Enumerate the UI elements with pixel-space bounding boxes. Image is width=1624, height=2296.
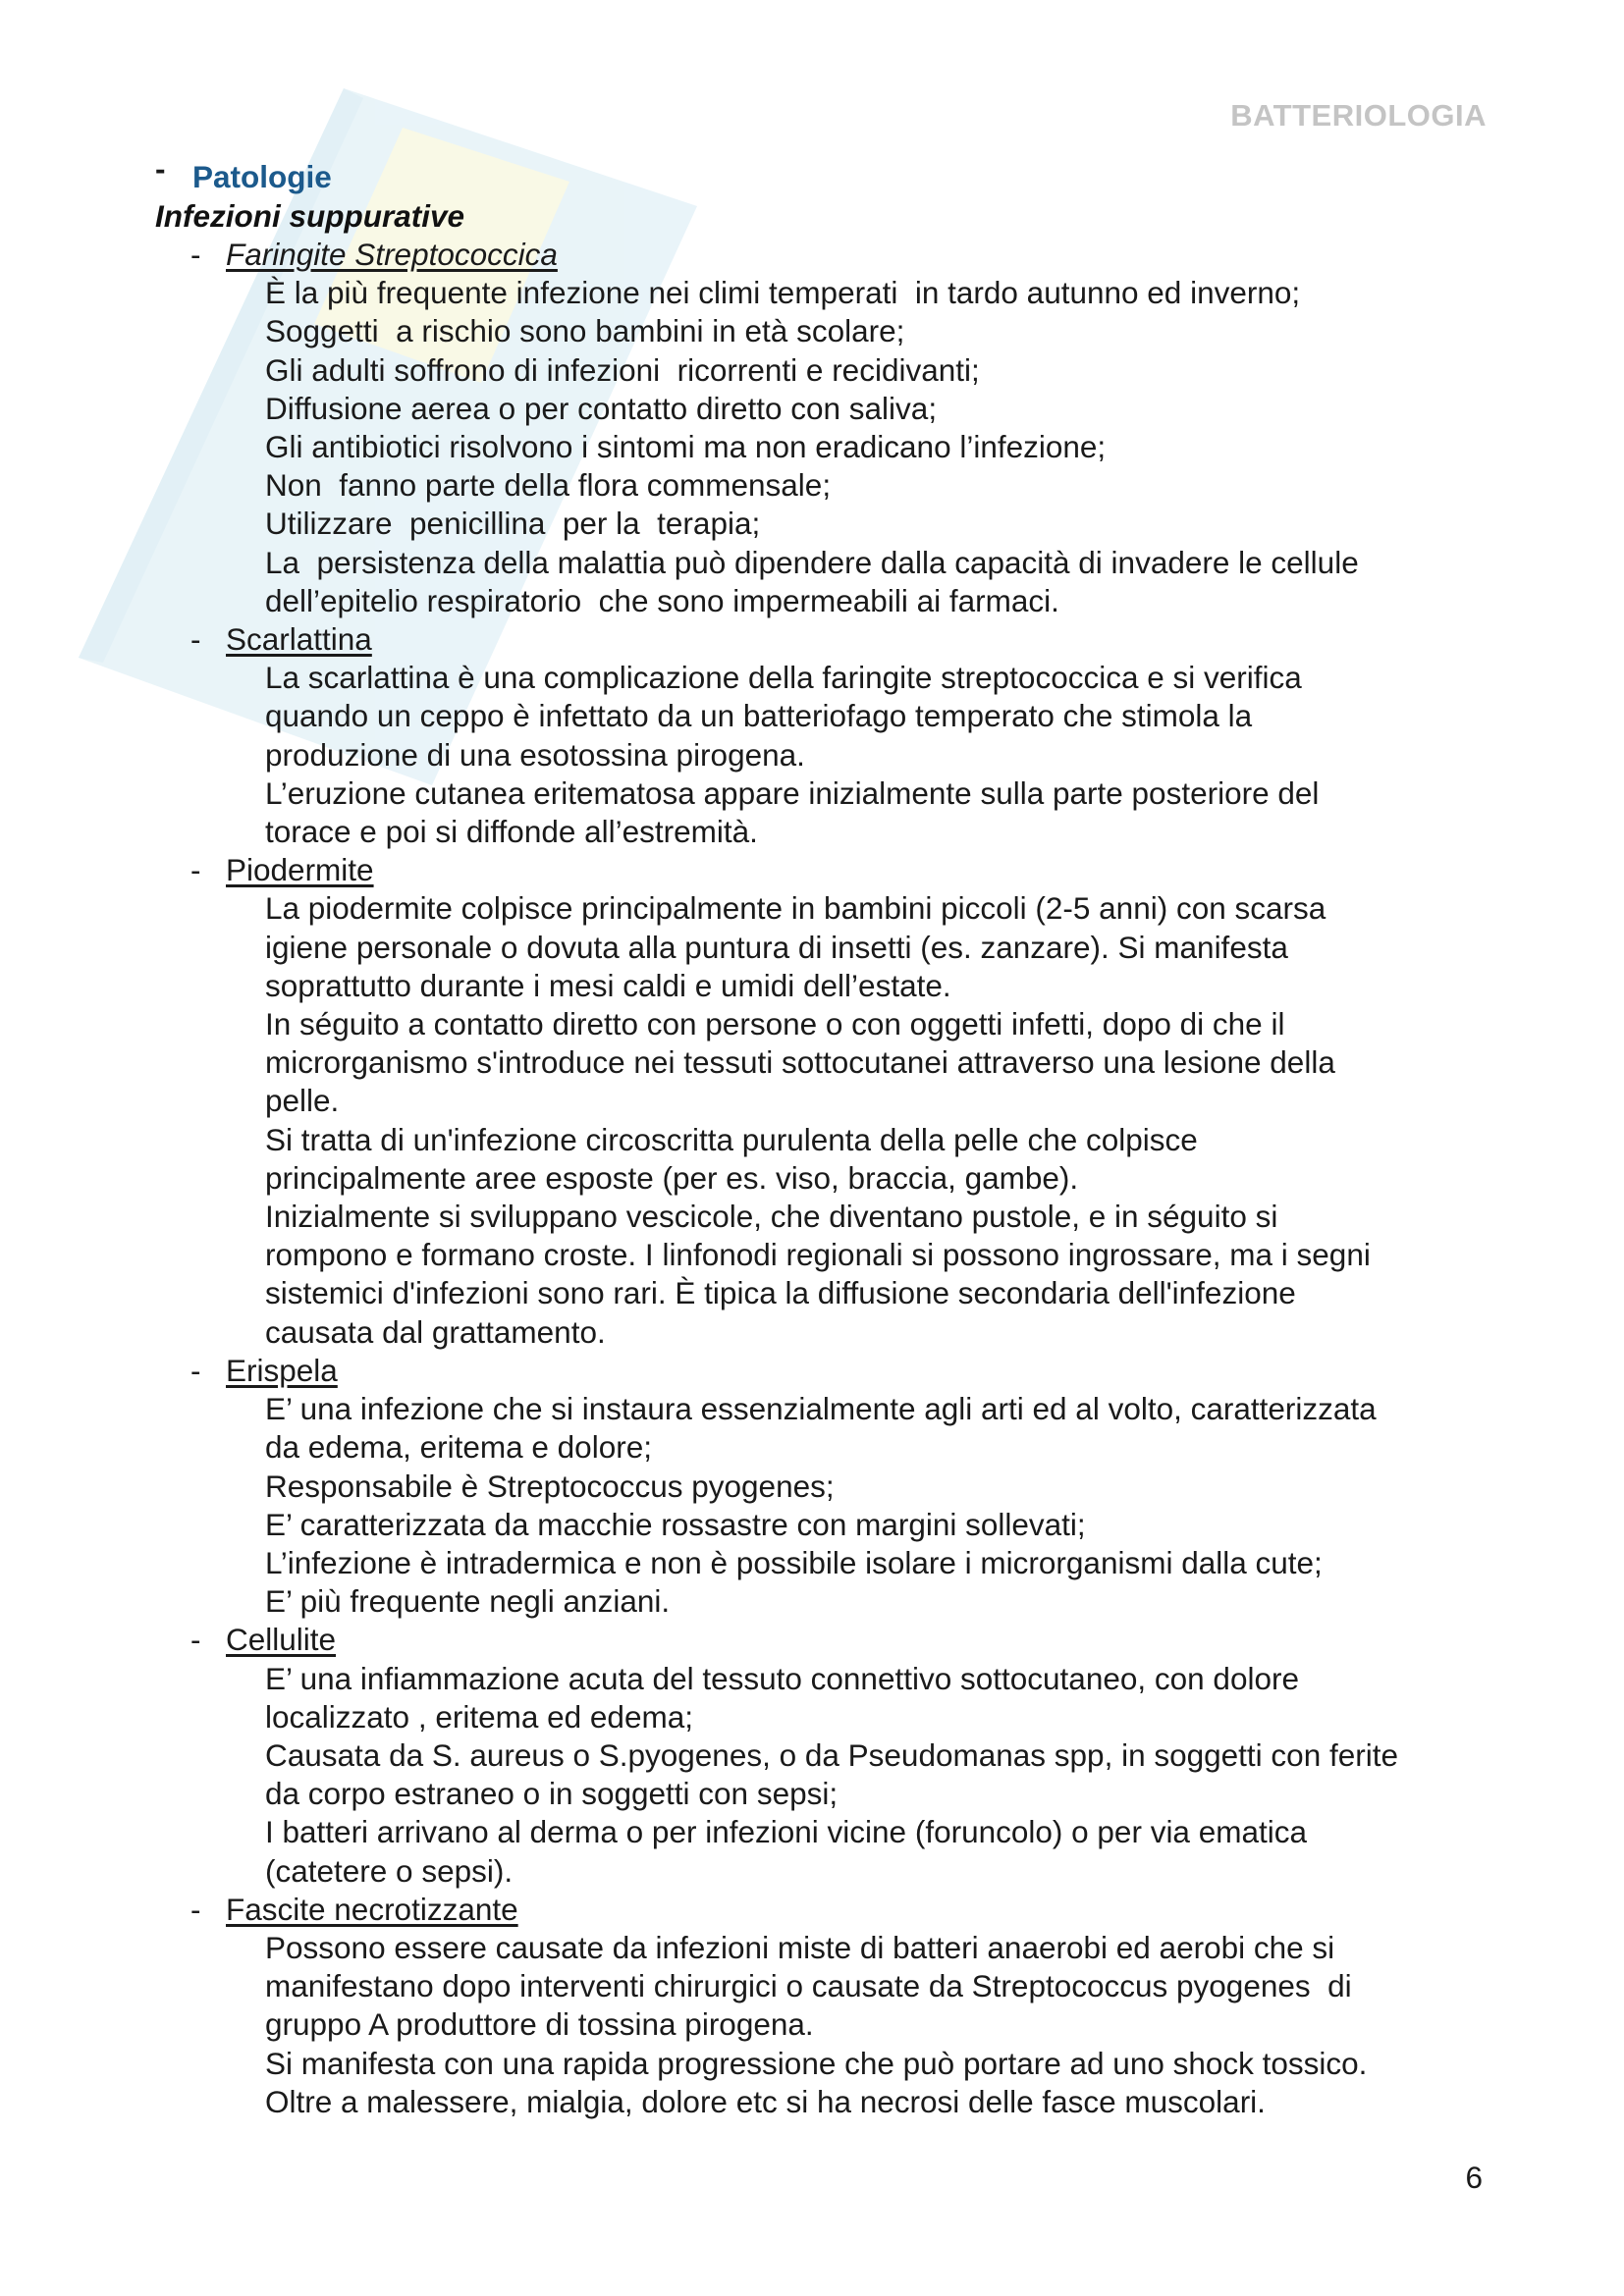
- text-line: quando un ceppo è infettato da un batteriofago temperato che stimola la: [265, 698, 1253, 734]
- topic-text: [155, 1929, 1490, 2121]
- text-line: Responsabile è Streptococcus pyogenes;: [265, 1468, 835, 1504]
- topic-bullet: -: [190, 1622, 201, 1658]
- document-body: [155, 151, 1490, 2121]
- text-line: E’ caratterizzata da macchie rossastre con margini sollevati;: [265, 1506, 1086, 1542]
- text-line: dell’epitelio respiratorio che sono impermeabili ai farmaci.: [265, 582, 1059, 618]
- text-line: Gli adulti soffrono di infezioni ricorrenti e recidivanti;: [265, 351, 980, 388]
- text-line: torace e poi si diffonde all’estremità.: [265, 814, 758, 850]
- text-line: I batteri arrivano al derma o per infezioni vicine (foruncolo) o per via ematica: [265, 1814, 1308, 1850]
- topic-heading: [155, 236, 1490, 274]
- text-line: igiene personale o dovuta alla puntura di insetti (es. zanzare). Si manifesta: [265, 929, 1288, 965]
- text-line: da corpo estraneo o in soggetti con sepsi;: [265, 1776, 839, 1812]
- topic-text: [155, 889, 1490, 1351]
- text-line: Gli antibiotici risolvono i sintomi ma non eradicano l’infezione;: [265, 429, 1107, 465]
- topic-faringite: [155, 236, 1490, 620]
- text-line: microrganismo s'introduce nei tessuti sottocutanei attraverso una lesione della: [265, 1044, 1335, 1081]
- text-line: Non fanno parte della flora commensale;: [265, 467, 832, 504]
- text-line: Utilizzare penicillina per la terapia;: [265, 506, 761, 542]
- text-line: La persistenza della malattia può dipendere dalla capacità di invadere le cellule: [265, 544, 1359, 580]
- topic-erispela: [155, 1352, 1490, 1621]
- topic-heading: [155, 620, 1490, 659]
- topic-bullet: -: [190, 852, 201, 888]
- text-line: Causata da S. aureus o S.pyogenes, o da Pseudomanas spp, in soggetti con ferite: [265, 1736, 1398, 1773]
- topic-bullet: -: [190, 237, 201, 272]
- text-line: gruppo A produttore di tossina pirogena.: [265, 2006, 814, 2043]
- topic-text: [155, 659, 1490, 851]
- section-title: Patologie: [192, 159, 332, 194]
- text-line: Diffusione aerea o per contatto diretto con saliva;: [265, 390, 938, 426]
- page-number: 6: [1465, 2160, 1483, 2195]
- text-line: Oltre a malessere, mialgia, dolore etc si ha necrosi delle fasce muscolari.: [265, 2083, 1266, 2119]
- topic-heading: [155, 1352, 1490, 1390]
- text-line: sistemici d'infezioni sono rari. È tipica la diffusione secondaria dell'infezione: [265, 1275, 1296, 1311]
- text-line: pelle.: [265, 1083, 340, 1119]
- topic-bullet: -: [190, 1891, 201, 1927]
- topic-name: Piodermite: [226, 852, 374, 888]
- topic-text: [155, 274, 1490, 620]
- topic-bullet: -: [190, 1352, 201, 1388]
- text-line: (catetere o sepsi).: [265, 1852, 514, 1889]
- section-bullet: -: [155, 151, 166, 187]
- text-line: Si manifesta con una rapida progressione che può portare ad uno shock tossico.: [265, 2045, 1368, 2081]
- text-line: da edema, eritema e dolore;: [265, 1429, 652, 1466]
- text-line: L’infezione è intradermica e non è possibile isolare i microrganismi dalla cute;: [265, 1544, 1323, 1580]
- text-line: La piodermite colpisce principalmente in bambini piccoli (2-5 anni) con scarsa: [265, 890, 1326, 927]
- topic-scarlattina: [155, 620, 1490, 851]
- text-line: causata dal grattamento.: [265, 1313, 606, 1350]
- topic-heading: [155, 1621, 1490, 1659]
- subsection-title: Infezioni suppurative: [155, 198, 465, 234]
- topic-text: [155, 1660, 1490, 1891]
- text-line: E’ una infiammazione acuta del tessuto connettivo sottocutaneo, con dolore: [265, 1660, 1299, 1696]
- topic-name: Cellulite: [226, 1622, 337, 1658]
- topic-name: Scarlattina: [226, 621, 372, 658]
- text-line: Possono essere causate da infezioni miste di batteri anaerobi ed aerobi che si: [265, 1929, 1335, 1965]
- text-line: La scarlattina è una complicazione della faringite streptococcica e si verifica: [265, 660, 1302, 696]
- text-line: È la più frequente infezione nei climi temperati in tardo autunno ed inverno;: [265, 275, 1301, 311]
- topic-name: Faringite Streptococcica: [226, 237, 558, 272]
- topic-heading: [155, 851, 1490, 889]
- section-heading: [155, 151, 1490, 196]
- text-line: soprattutto durante i mesi caldi e umidi dell’estate.: [265, 967, 951, 1003]
- text-line: E’ più frequente negli anziani.: [265, 1583, 671, 1620]
- topic-name: Erispela: [226, 1352, 338, 1388]
- text-line: manifestano dopo interventi chirurgici o causate da Streptococcus pyogenes di: [265, 1968, 1352, 2004]
- text-line: E’ una infezione che si instaura essenzialmente agli arti ed al volto, caratterizzata: [265, 1391, 1377, 1427]
- topic-text: [155, 1390, 1490, 1621]
- text-line: produzione di una esotossina pirogena.: [265, 736, 805, 773]
- topic-piodermite: [155, 851, 1490, 1352]
- text-line: Si tratta di un'infezione circoscritta purulenta della pelle che colpisce: [265, 1121, 1198, 1157]
- text-line: Inizialmente si sviluppano vescicole, che diventano pustole, e in séguito si: [265, 1199, 1278, 1235]
- text-line: Soggetti a rischio sono bambini in età scolare;: [265, 313, 905, 349]
- text-line: localizzato , eritema ed edema;: [265, 1698, 693, 1735]
- running-header: BATTERIOLOGIA: [1230, 98, 1487, 133]
- topic-bullet: -: [190, 621, 201, 658]
- topic-fascite: [155, 1891, 1490, 2121]
- topic-cellulite: [155, 1621, 1490, 1890]
- topic-heading: [155, 1891, 1490, 1929]
- text-line: L’eruzione cutanea eritematosa appare inizialmente sulla parte posteriore del: [265, 774, 1320, 811]
- text-line: In séguito a contatto diretto con persone o con oggetti infetti, dopo di che il: [265, 1006, 1285, 1042]
- text-line: principalmente aree esposte (per es. viso, braccia, gambe).: [265, 1159, 1079, 1196]
- text-line: rompono e formano croste. I linfonodi regionali si possono ingrossare, ma i segni: [265, 1237, 1371, 1273]
- topic-name: Fascite necrotizzante: [226, 1891, 518, 1927]
